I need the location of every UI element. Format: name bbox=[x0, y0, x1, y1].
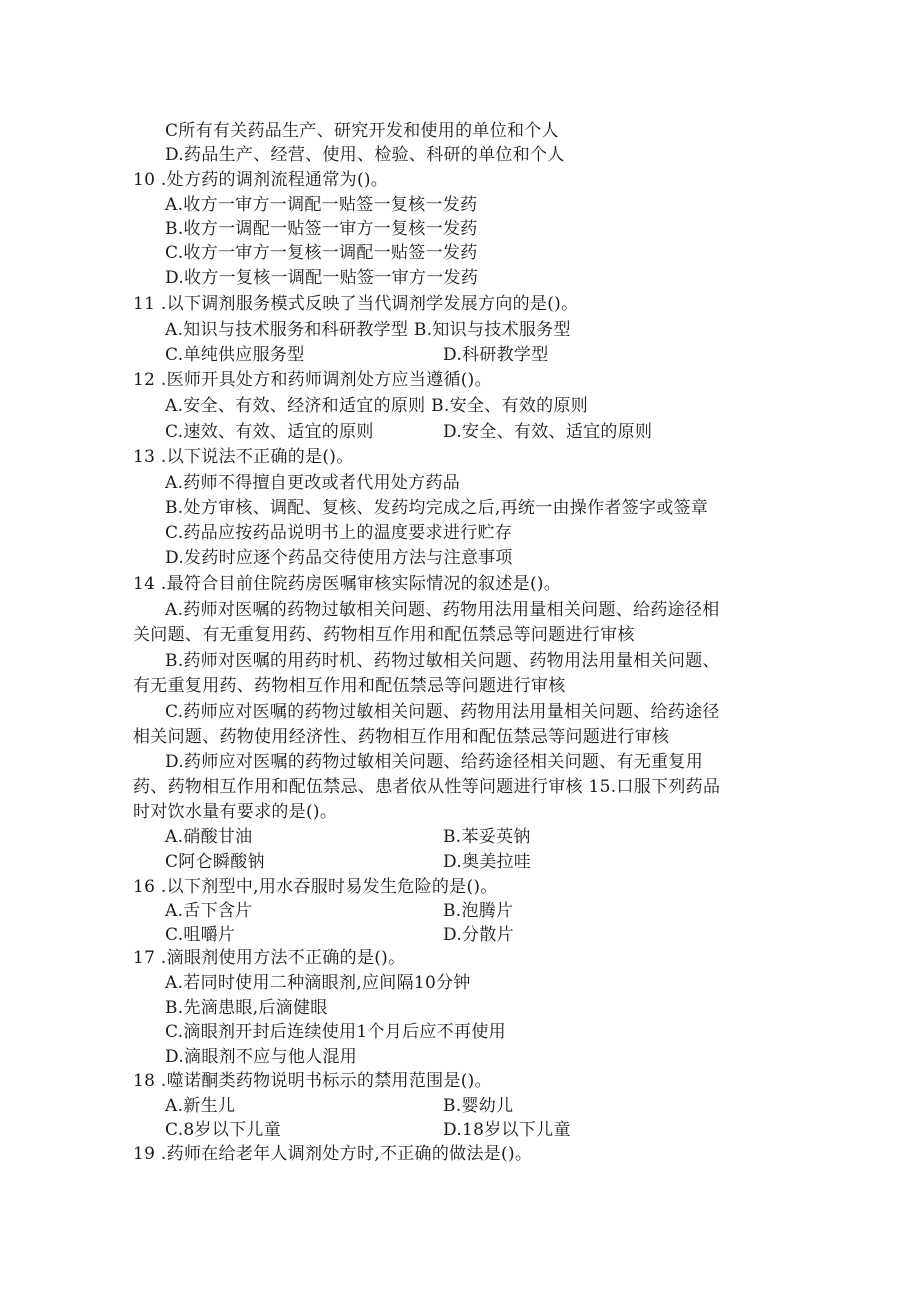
q18-option-a: A.新生儿 bbox=[165, 1096, 236, 1116]
q14-option-a-line2: 关问题、有无重复用药、药物相互作用和配伍禁忌等问题进行审核 bbox=[133, 625, 635, 645]
q12-option-ab: A.安全、有效、经济和适宜的原则 B.安全、有效的原则 bbox=[165, 396, 589, 416]
q17-option-b: B.先滴患眼,后滴健眼 bbox=[165, 998, 328, 1018]
q14-option-b-line2: 有无重复用药、药物相互作用和配伍禁忌等问题进行审核 bbox=[133, 676, 566, 696]
q12-option-c: C.速效、有效、适宜的原则 bbox=[165, 422, 374, 442]
q16-option-a: A.舌下含片 bbox=[165, 901, 253, 921]
q13-option-c: C.药品应按药品说明书上的温度要求进行贮存 bbox=[165, 523, 513, 543]
q16-option-d: D.分散片 bbox=[443, 925, 514, 945]
q14-option-d-line2: 药、药物相互作用和配伍禁忌、患者依从性等问题进行审核 15.口服下列药品 bbox=[133, 777, 721, 797]
q13-option-b: B.处方审核、调配、复核、发药均完成之后,再统一由操作者签字或签章 bbox=[165, 498, 709, 518]
q14-stem: 14 .最符合目前住院药房医嘱审核实际情况的叙述是()。 bbox=[133, 574, 562, 594]
q9-option-d: D.药品生产、经营、使用、检验、科研的单位和个人 bbox=[165, 145, 565, 165]
q15-option-d: D.奥美拉哇 bbox=[443, 852, 532, 872]
q16-stem: 16 .以下剂型中,用水吞服时易发生危险的是()。 bbox=[133, 877, 498, 897]
q13-option-a: A.药师不得擅自更改或者代用处方药品 bbox=[165, 473, 461, 493]
q17-option-c: C.滴眼剂开封后连续使用1个月后应不再使用 bbox=[165, 1022, 506, 1042]
q10-option-a: A.收方一审方一调配一贴签一复核一发药 bbox=[165, 195, 478, 215]
q13-stem: 13 .以下说法不正确的是()。 bbox=[133, 447, 354, 467]
q14-option-b-line1: B.药师对医嘱的用药时机、药物过敏相关问题、药物用法用量相关问题、 bbox=[165, 651, 720, 671]
q10-option-d: D.收方一复核一调配一贴签一审方一发药 bbox=[165, 268, 479, 288]
q17-option-d: D.滴眼剂不应与他人混用 bbox=[165, 1047, 358, 1067]
q15-option-b: B.苯妥英钠 bbox=[443, 827, 531, 847]
q17-stem: 17 .滴眼剂使用方法不正确的是()。 bbox=[133, 948, 406, 968]
q11-option-ab: A.知识与技术服务和科研教学型 B.知识与技术服务型 bbox=[165, 320, 571, 340]
q14-option-d-line3: 时对饮水量有要求的是()。 bbox=[133, 802, 338, 822]
q10-option-b: B.收方一调配一贴签一审方一复核一发药 bbox=[165, 219, 478, 239]
q15-option-c: C阿仑瞬酸钠 bbox=[165, 852, 265, 872]
q19-stem: 19 .药师在给老年人调剂处方时,不正确的做法是()。 bbox=[133, 1144, 533, 1164]
q18-option-c: C.8岁以下儿童 bbox=[165, 1120, 282, 1140]
q16-option-c: C.咀嚼片 bbox=[165, 925, 236, 945]
q14-option-c-line1: C.药师应对医嘱的药物过敏相关问题、药物用法用量相关问题、给药途径 bbox=[165, 702, 720, 722]
q18-stem: 18 .噬诺酮类药物说明书标示的禁用范围是()。 bbox=[133, 1071, 492, 1091]
q12-option-d: D.安全、有效、适宜的原则 bbox=[443, 422, 653, 442]
q11-stem: 11 .以下调剂服务模式反映了当代调剂学发展方向的是()。 bbox=[133, 294, 579, 314]
q16-option-b: B.泡腾片 bbox=[443, 901, 514, 921]
q12-stem: 12 .医师开具处方和药师调剂处方应当遵循()。 bbox=[133, 370, 492, 390]
q11-option-d: D.科研教学型 bbox=[443, 345, 549, 365]
q18-option-b: B.婴幼儿 bbox=[443, 1096, 514, 1116]
q10-option-c: C.收方一审方一复核一调配一贴签一发药 bbox=[165, 243, 478, 263]
q14-option-d-line1: D.药师应对医嘱的药物过敏相关问题、给药途径相关问题、有无重复用 bbox=[165, 752, 704, 772]
q18-option-d: D.18岁以下儿童 bbox=[443, 1120, 571, 1140]
q9-option-c: C所有有关药品生产、研究开发和使用的单位和个人 bbox=[165, 121, 559, 141]
q13-option-d: D.发药时应逐个药品交待使用方法与注意事项 bbox=[165, 548, 513, 568]
q10-stem: 10 .处方药的调剂流程通常为()。 bbox=[133, 170, 389, 190]
q15-option-a: A.硝酸甘油 bbox=[165, 827, 253, 847]
q14-option-c-line2: 相关问题、药物使用经济性、药物相互作用和配伍禁忌等问题进行审核 bbox=[133, 727, 670, 747]
q11-option-c: C.单纯供应服务型 bbox=[165, 345, 305, 365]
q14-option-a-line1: A.药师对医嘱的药物过敏相关问题、药物用法用量相关问题、给药途径相 bbox=[165, 600, 720, 620]
q17-option-a: A.若同时使用二种滴眼剂,应间隔10分钟 bbox=[165, 973, 471, 993]
